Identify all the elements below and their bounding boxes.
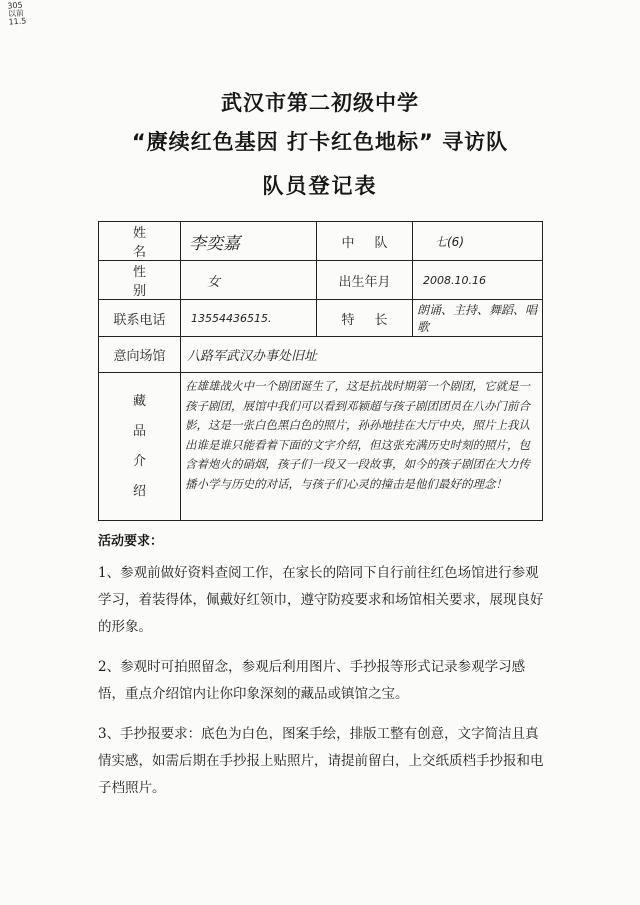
school-name: 武汉市第二初级中学: [221, 91, 419, 115]
value-venue: 八路军武汉办事处旧址: [181, 337, 543, 373]
label-squad: 中队: [317, 222, 413, 261]
value-collection: 在雄雄战火中一个剧团诞生了，这是抗战时期第一个剧团，它就是一孩子剧团，展馆中我们可以看到邓颖超与孩子剧团团员在八办门前合影，这是一张白色黑白色的照片，孙孙地挂在大厅中央，照片上我认出谁是谁只能看着下面的文字介绍，但这张充满历史时刻的照片，包含着炮火的硝烟，孩子们一段又一段故事，如今的孩子剧团在大力传播小学与历史的对话，与孩子们心灵的撞击是他们最好的理念！: [181, 373, 543, 521]
requirement-item: 2、参观时可拍照留念，参观后利用图片、手抄报等形式记录参观学习感悟，重点介绍馆内让你印象深刻的藏品或镇馆之宝。: [98, 659, 526, 702]
value-gender: 女: [181, 261, 317, 300]
table-row: [99, 373, 543, 521]
table-row: [99, 300, 543, 337]
label-venue: 意向场馆: [99, 337, 181, 373]
requirement-item: 3、手抄报要求：底色为白色，图案手绘，排版工整有创意，文字简洁且真情实感，如需后期在手抄报上贴照片，请提前留白，上交纸质档手抄报和电子档照片。: [98, 726, 544, 796]
value-name: 李奕嘉: [181, 222, 317, 261]
registration-table: [98, 221, 543, 521]
value-specialty: 朗诵、主持、舞蹈、唱歌: [413, 300, 543, 337]
label-phone: 联系电话: [99, 300, 181, 337]
activity-theme: “赓续红色基因 打卡红色地标” 寻访队: [131, 130, 509, 154]
requirements-title: 活动要求：: [98, 534, 164, 549]
value-birth: 2008.10.16: [413, 261, 543, 300]
value-phone: 13554436515.: [181, 300, 317, 337]
form-title: 队员登记表: [262, 174, 378, 198]
label-birth: 出生年月: [317, 261, 413, 300]
table-row: [99, 337, 543, 373]
title-block: [0, 86, 640, 208]
value-squad: 七(6): [413, 222, 543, 261]
requirement-item: 1、参观前做好资料查阅工作，在家长的陪同下自行前往红色场馆进行参观学习，着装得体，佩戴好红领巾，遵守防疫要求和场馆相关要求，展现良好的形象。: [98, 565, 544, 635]
label-specialty: 特长: [317, 300, 413, 337]
label-collection: 藏 品 介 绍: [99, 373, 181, 521]
requirements-list: [98, 560, 550, 815]
table-row: [99, 222, 543, 261]
label-gender: 性别: [99, 261, 181, 300]
handwritten-corner-note: 305 以前 11.5: [7, 0, 27, 27]
table-row: [99, 261, 543, 300]
label-name: 姓名: [99, 222, 181, 261]
